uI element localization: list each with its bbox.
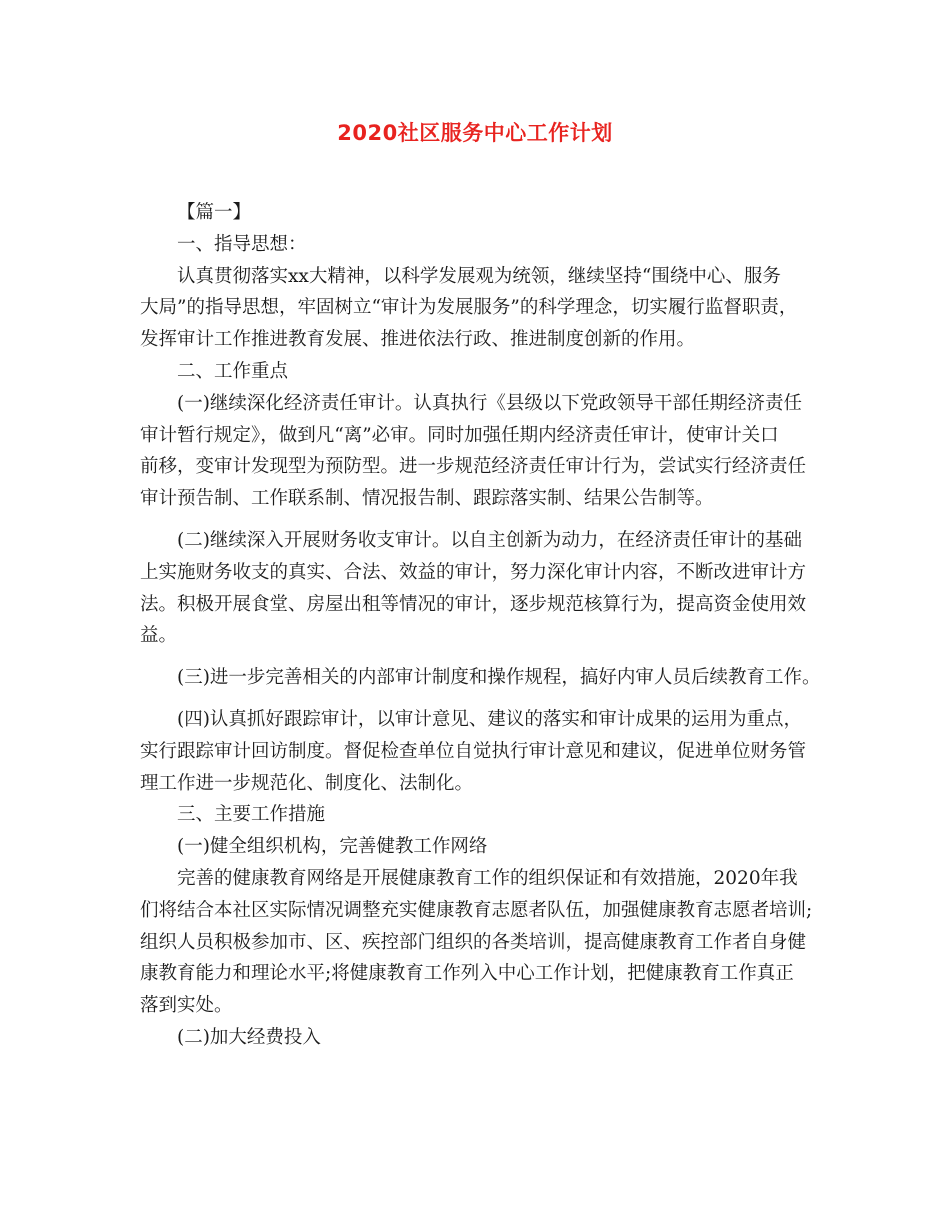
document-body: [140, 197, 826, 1054]
text-line: (二)继续深入开展财务收支审计。以自主创新为动力，在经济责任审计的基础: [177, 529, 802, 551]
paragraph-focus-1: [140, 388, 826, 515]
paragraph-focus-2: [140, 525, 826, 652]
heading-guiding-ideology: 一、指导思想：: [177, 233, 307, 255]
text-line: 审计暂行规定》，做到凡“离”必审。同时加强任期内经济责任审计，使审计关口: [140, 424, 779, 446]
paragraph-focus-3: [140, 662, 826, 694]
text-line: 大局”的指导思想，牢固树立“审计为发展服务”的科学理念，切实履行监督职责，: [140, 297, 798, 319]
text-line: 益。: [140, 625, 178, 647]
text-line: (一)继续深化经济责任审计。认真执行《县级以下党政领导干部任期经济责任: [177, 392, 802, 414]
text-line: 上实施财务收支的真实、合法、效益的审计，努力深化审计内容，不断改进审计方: [140, 561, 807, 583]
text-line: 审计预告制、工作联系制、情况报告制、跟踪落实制、结果公告制等。: [140, 488, 714, 510]
heading-work-focus: 二、工作重点: [177, 360, 289, 382]
text-line: 理工作进一步规范化、制度化、法制化。: [140, 772, 474, 794]
text-line: 们将结合本社区实际情况调整充实健康教育志愿者队伍，加强健康教育志愿者培训;: [140, 899, 813, 921]
text-line: (三)进一步完善相关的内部审计制度和操作规程，搞好内审人员后续教育工作。: [177, 667, 821, 689]
paragraph-focus-4: [140, 704, 826, 799]
heading-main-measures: 三、主要工作措施: [177, 804, 326, 826]
text-line: 认真贯彻落实xx大精神，以科学发展观为统领，继续坚持“围绕中心、服务: [177, 265, 781, 287]
document-title: 2020社区服务中心工作计划: [337, 121, 613, 145]
section-tag: 【篇一】: [177, 202, 252, 223]
text-line: 完善的健康教育网络是开展健康教育工作的组织保证和有效措施，2020年我: [177, 867, 798, 889]
text-line: 组织人员积极参加市、区、疾控部门组织的各类培训，提高健康教育工作者自身健: [140, 931, 807, 953]
subheading-funding: (二)加大经费投入: [177, 1026, 321, 1048]
text-line: 前移，变审计发现型为预防型。进一步规范经济责任审计行为，尝试实行经济责任: [140, 456, 807, 478]
text-line: 发挥审计工作推进教育发展、推进依法行政、推进制度创新的作用。: [140, 329, 696, 351]
text-line: (四)认真抓好跟踪审计，以审计意见、建议的落实和审计成果的运用为重点，: [177, 708, 802, 730]
text-line: 康教育能力和理论水平;将健康教育工作列入中心工作计划，把健康教育工作真正: [140, 963, 794, 985]
text-line: 落到实处。: [140, 995, 233, 1017]
text-line: 法。积极开展食堂、房屋出租等情况的审计，逐步规范核算行为，提高资金使用效: [140, 593, 807, 615]
text-line: 实行跟踪审计回访制度。督促检查单位自觉执行审计意见和建议，促进单位财务管: [140, 740, 807, 762]
paragraph-health-network: [140, 863, 826, 1022]
subheading-organization: (一)健全组织机构，完善健教工作网络: [177, 836, 488, 858]
paragraph-guiding-ideology: [140, 261, 826, 356]
